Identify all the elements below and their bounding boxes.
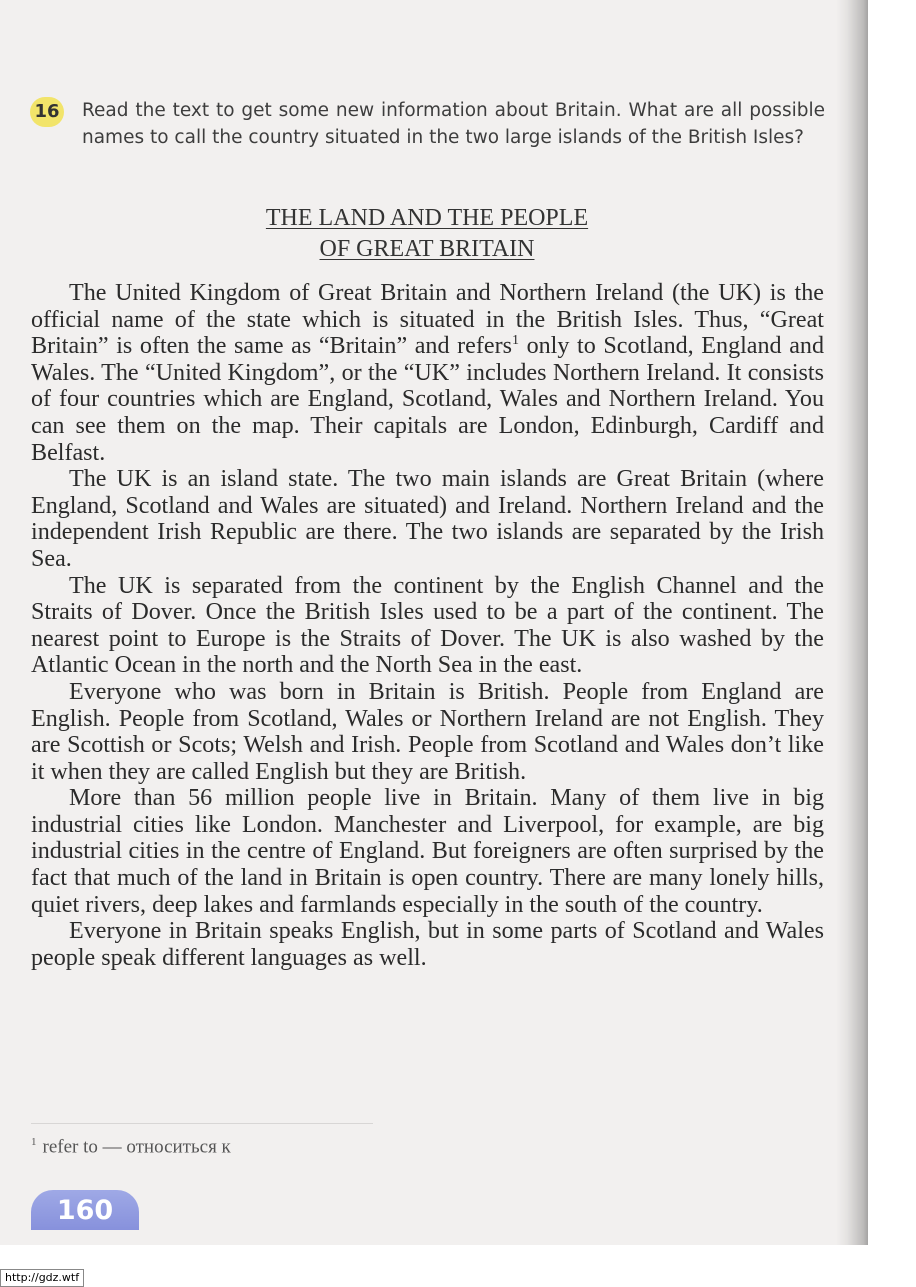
paragraph-1-part-2: only to Scotland, England and Wales. The “United Kingdom”, or the “UK” includes Northern Ireland. It consists of four countries which are England, Scotland, Wales and Northern Ireland. You can see them on the map. Their capitals are London, Edinburgh, Cardiff and Belfast. [31, 333, 824, 466]
paragraph-3: The UK is separated from the continent by the English Channel and the Straits of Dover. Once the British Isles used to be a part of the continent. The nearest point to Europe is the Straits of Dover. The UK is also washed by the Atlantic Ocean in the north and the North Sea in the east. [31, 572, 824, 679]
task-number-badge: 16 [30, 97, 64, 127]
footnote-marker: 1 [31, 1136, 37, 1148]
paragraph-6: Everyone in Britain speaks English, but in some parts of Scotland and Wales people speak different languages as well. [31, 918, 824, 971]
paragraph-4: Everyone who was born in Britain is British. People from England are English. People from Scotland, Wales or Northern Ireland are not English. They are Scottish or Scots; Welsh and Irish. People from Scotland and Wales don’t like it when they are called English but they are British. [31, 678, 824, 785]
footnote-divider [31, 1123, 373, 1124]
task-instruction: Read the text to get some new information about Britain. What are all possible names to call the country situated in the two large islands of the British Isles? [82, 100, 825, 148]
footnote [31, 1136, 231, 1158]
source-watermark: http://gdz.wtf [0, 1269, 84, 1287]
paragraph-1-part-1: The United Kingdom of Great Britain and Northern Ireland (the UK) is the official name of the state which is situated in the British Isles. Thus, “Great Britain” is often the same as “Britain” and refers [31, 280, 824, 360]
footnote-reference: 1 [511, 333, 519, 349]
paragraph-2: The UK is an island state. The two main islands are Great Britain (where England, Scotland and Wales are situated) and Ireland. Northern Ireland and the independent Irish Republic are there. The two islands are separated by the Irish Sea. [31, 466, 824, 572]
title-line-1: THE LAND AND THE PEOPLE [265, 205, 589, 231]
footnote-text: refer to — относиться к [42, 1136, 231, 1158]
paragraph-5: More than 56 million people live in Britain. Many of them live in big industrial cities like London. Manchester and Liverpool, for example, are big industrial cities in the centre of England. But foreigners are often surprised by the fact that much of the land in Britain is open country. There are many lonely hills, quiet rivers, deep lakes and farmlands especially in the south of the country. [31, 785, 824, 918]
page-number-tab: 160 [31, 1190, 139, 1230]
binding-shadow [836, 0, 868, 1245]
paragraph-1 [31, 280, 824, 466]
article-title [180, 203, 674, 265]
title-line-2: OF GREAT BRITAIN [319, 236, 535, 262]
article-body [31, 280, 824, 971]
